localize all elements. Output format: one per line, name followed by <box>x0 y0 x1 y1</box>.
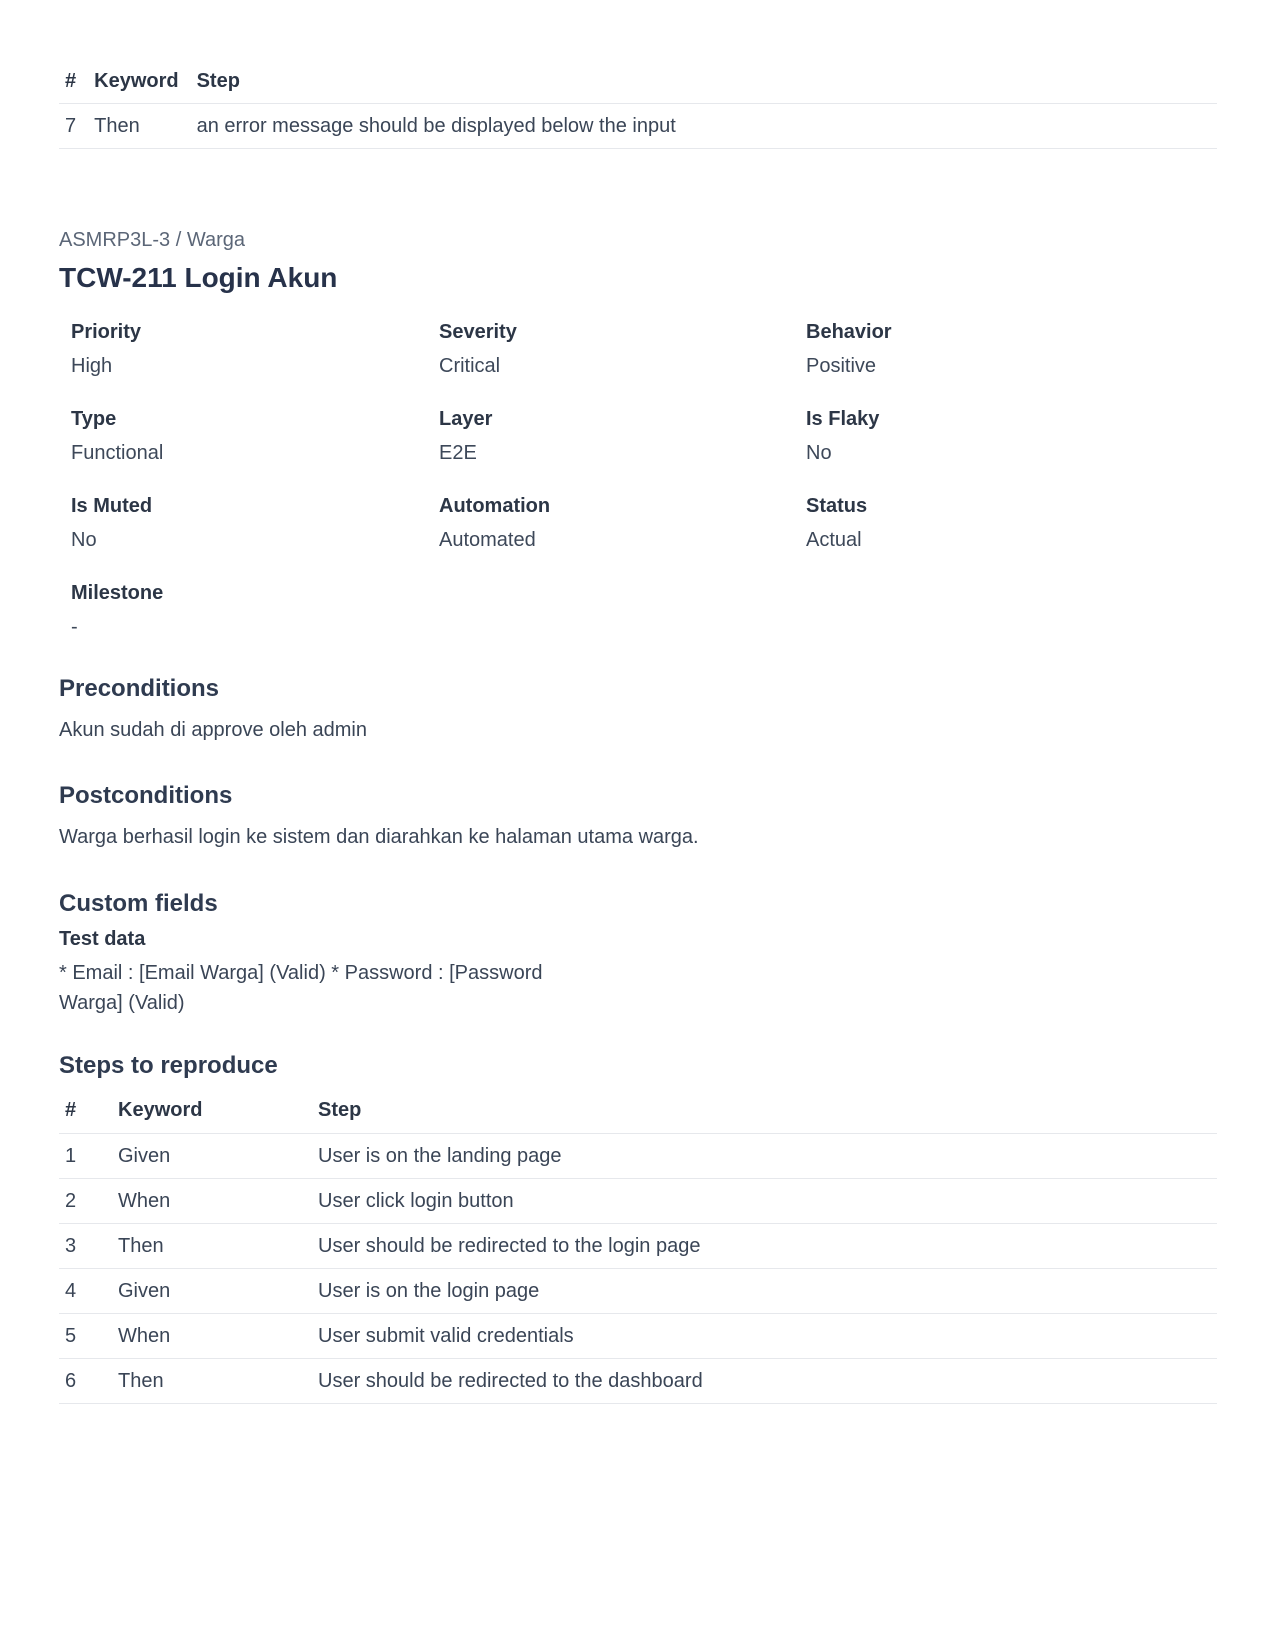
property-label: Type <box>71 408 117 430</box>
step-number: 3 <box>59 1224 112 1269</box>
property-automation <box>439 489 799 557</box>
step-text: User should be redirected to the dashboard <box>312 1359 1217 1404</box>
step-keyword: Given <box>112 1134 312 1179</box>
property-is-muted <box>71 489 431 557</box>
property-value: Automated <box>439 529 536 551</box>
property-value: E2E <box>439 442 477 464</box>
table-row <box>59 1134 1217 1179</box>
property-milestone <box>71 576 431 644</box>
property-label: Is Flaky <box>806 408 880 430</box>
step-keyword: Then <box>112 1359 312 1404</box>
step-text: User is on the landing page <box>312 1134 1217 1179</box>
property-layer <box>439 402 799 470</box>
table-row <box>59 104 1217 149</box>
column-header-step: Step <box>312 1087 1217 1134</box>
step-number: 5 <box>59 1314 112 1359</box>
step-number: 6 <box>59 1359 112 1404</box>
test-data-label: Test data <box>59 928 146 950</box>
property-label: Milestone <box>71 582 164 604</box>
step-keyword: When <box>112 1314 312 1359</box>
table-row <box>59 1269 1217 1314</box>
property-label: Is Muted <box>71 495 153 517</box>
property-value: No <box>806 442 832 464</box>
column-header-number: # <box>59 1087 112 1134</box>
previous-steps-table <box>59 60 1217 149</box>
step-text: User is on the login page <box>312 1269 1217 1314</box>
property-label: Behavior <box>806 321 892 343</box>
step-text: an error message should be displayed below the input <box>191 104 1217 149</box>
property-behavior <box>806 315 1166 383</box>
table-row <box>59 1179 1217 1224</box>
postconditions-text: Warga berhasil login ke sistem dan diarahkan ke halaman utama warga. <box>59 826 699 848</box>
step-keyword: When <box>112 1179 312 1224</box>
property-value: Positive <box>806 355 877 377</box>
table-row <box>59 1224 1217 1269</box>
property-value: - <box>71 616 78 638</box>
steps-table <box>59 1087 1217 1404</box>
table-row <box>59 1359 1217 1404</box>
column-header-keyword: Keyword <box>88 60 190 104</box>
property-status <box>806 489 1166 557</box>
property-label: Status <box>806 495 868 517</box>
step-number: 7 <box>59 104 88 149</box>
property-label: Severity <box>439 321 517 343</box>
step-text: User submit valid credentials <box>312 1314 1217 1359</box>
step-keyword: Given <box>112 1269 312 1314</box>
property-label: Automation <box>439 495 551 517</box>
property-label: Layer <box>439 408 493 430</box>
table-header-row <box>59 60 1217 104</box>
step-keyword: Then <box>112 1224 312 1269</box>
property-label: Priority <box>71 321 142 343</box>
page-title: TCW-211 Login Akun <box>59 262 338 293</box>
postconditions-heading: Postconditions <box>59 782 233 809</box>
step-number: 4 <box>59 1269 112 1314</box>
step-keyword: Then <box>88 104 190 149</box>
property-type <box>71 402 431 470</box>
breadcrumb[interactable]: ASMRP3L-3 / Warga <box>59 229 245 251</box>
steps-heading: Steps to reproduce <box>59 1052 278 1079</box>
property-priority <box>71 315 431 383</box>
table-row <box>59 1314 1217 1359</box>
property-value: Critical <box>439 355 501 377</box>
custom-fields-heading: Custom fields <box>59 890 218 917</box>
property-value: No <box>71 529 97 551</box>
property-value: High <box>71 355 113 377</box>
column-header-number: # <box>59 60 88 104</box>
column-header-step: Step <box>191 60 1217 104</box>
property-value: Actual <box>806 529 862 551</box>
preconditions-heading: Preconditions <box>59 675 220 702</box>
column-header-keyword: Keyword <box>112 1087 312 1134</box>
step-number: 2 <box>59 1179 112 1224</box>
step-text: User should be redirected to the login page <box>312 1224 1217 1269</box>
step-number: 1 <box>59 1134 112 1179</box>
step-text: User click login button <box>312 1179 1217 1224</box>
property-severity <box>439 315 799 383</box>
table-header-row <box>59 1087 1217 1134</box>
preconditions-text: Akun sudah di approve oleh admin <box>59 719 367 741</box>
property-is-flaky <box>806 402 1166 470</box>
property-value: Functional <box>71 442 164 464</box>
test-data-value: * Email : [Email Warga] (Valid) * Password : [Password Warga] (Valid) <box>59 962 543 1014</box>
